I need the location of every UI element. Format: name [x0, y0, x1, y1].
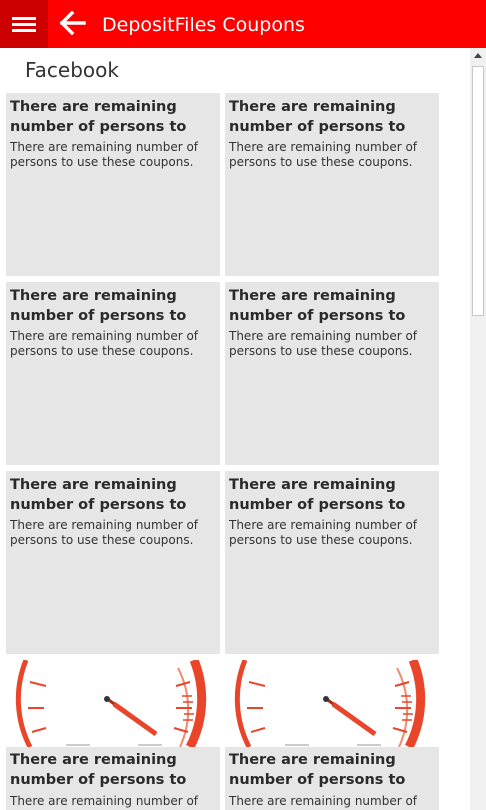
coupon-card[interactable] [6, 471, 220, 654]
scroll-up-button[interactable] [470, 48, 486, 64]
vertical-scrollbar[interactable] [470, 48, 486, 810]
scroll-up-arrow-icon [470, 48, 486, 64]
section-title: Facebook [25, 58, 119, 82]
speedometer-gauge-icon [225, 660, 439, 747]
coupon-card-title: There are remaining number of persons to [229, 477, 406, 513]
coupon-card-title: There are remaining number of persons to [229, 288, 406, 324]
app-title: DepositFiles Coupons [102, 14, 305, 36]
scrollbar-thumb[interactable] [472, 66, 484, 316]
coupon-card[interactable] [225, 93, 439, 276]
coupon-card-title: There are remaining number of persons to [10, 288, 187, 324]
coupon-card-description: There are remaining number of [10, 794, 199, 808]
coupon-card-title: There are remaining number of persons to [10, 99, 187, 135]
coupon-card[interactable] [6, 93, 220, 276]
coupon-card[interactable] [225, 471, 439, 654]
coupon-card[interactable] [225, 747, 439, 810]
speedometer-gauge-icon [6, 660, 220, 747]
coupon-card-title: There are remaining number of persons to [229, 99, 406, 135]
coupon-card-description: There are remaining number of persons to use these coupons. [10, 140, 199, 169]
coupon-card[interactable] [225, 282, 439, 465]
coupon-card[interactable] [6, 282, 220, 465]
coupon-card-title: There are remaining number of persons to [229, 752, 406, 788]
coupon-card-title: There are remaining number of persons to [10, 477, 187, 513]
coupon-card-description: There are remaining number of persons to use these coupons. [229, 518, 418, 547]
coupon-card-title: There are remaining number of persons to [10, 752, 187, 788]
speedometer-gauge-image[interactable] [6, 660, 220, 747]
coupon-card-description: There are remaining number of persons to use these coupons. [229, 329, 418, 358]
coupon-card-description: There are remaining number of persons to use these coupons. [10, 518, 199, 547]
coupon-card-description: There are remaining number of persons to use these coupons. [229, 140, 418, 169]
coupon-card-description: There are remaining number of [229, 794, 418, 808]
coupon-card-description: There are remaining number of persons to use these coupons. [10, 329, 199, 358]
speedometer-gauge-image[interactable] [225, 660, 439, 747]
coupon-card[interactable] [6, 747, 220, 810]
